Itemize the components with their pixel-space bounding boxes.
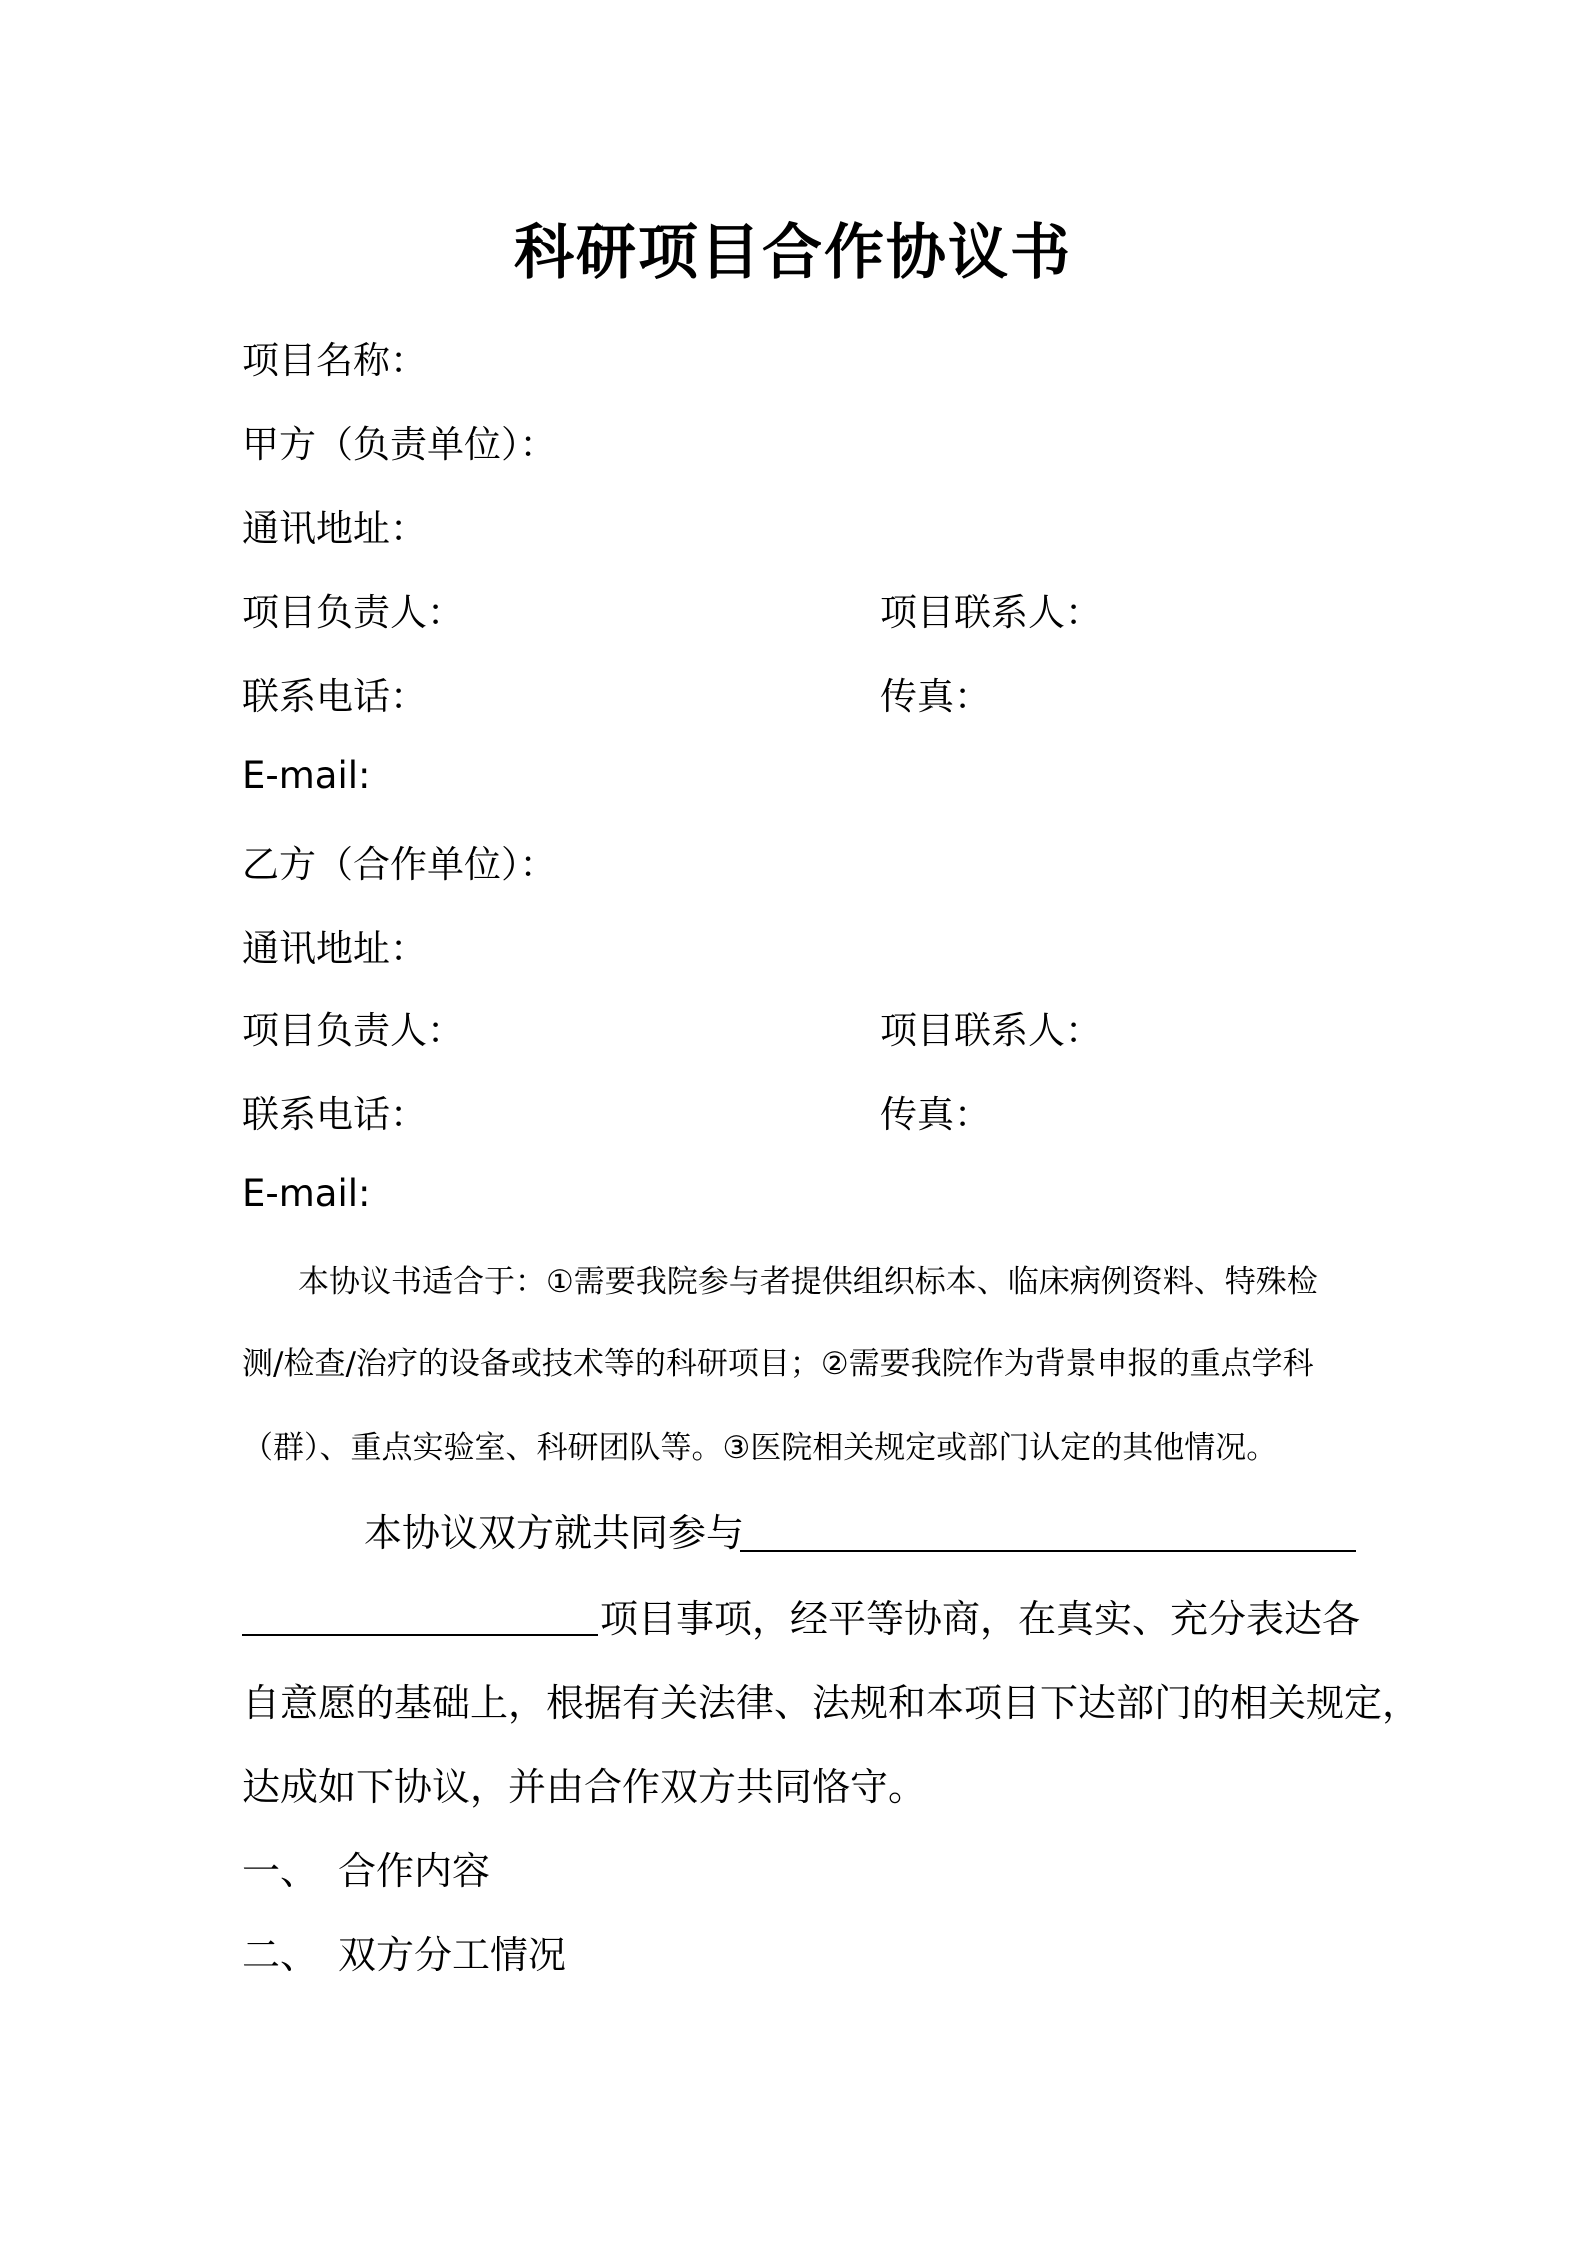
- party-b-contact-label: 项目联系人：: [880, 1009, 1102, 1052]
- section-label: 合作内容: [338, 1849, 491, 1893]
- section-cooperation-content: [242, 1840, 490, 1895]
- section-division-of-work: [242, 1924, 566, 1979]
- project-name-blank-continued: [242, 1634, 598, 1636]
- applicability-line-3: （群）、重点实验室、科研团队等。③医院相关规定或部门认定的其他情况。: [242, 1430, 1278, 1466]
- agreement-line-4: 达成如下协议，并由合作双方共同恪守。: [242, 1765, 927, 1809]
- party-b-leader-label: 项目负责人：: [242, 1009, 464, 1052]
- project-name-label: 项目名称：: [242, 339, 427, 382]
- party-b-email-label: E-mail:: [242, 1172, 371, 1215]
- party-a-contact-label: 项目联系人：: [880, 591, 1102, 634]
- agreement-line-1: 本协议双方就共同参与: [364, 1511, 745, 1555]
- applicability-line-2: 测/检查/治疗的设备或技术等的科研项目；②需要我院作为背景申报的重点学科: [242, 1346, 1314, 1382]
- applicability-line-1: 本协议书适合于：①需要我院参与者提供组织标本、临床病例资料、特殊检: [298, 1264, 1318, 1300]
- party-a-email-label: E-mail:: [242, 754, 371, 797]
- party-a-heading: 甲方（负责单位）：: [242, 423, 557, 466]
- party-a-phone-label: 联系电话：: [242, 675, 427, 718]
- party-b-heading: 乙方（合作单位）：: [242, 843, 557, 886]
- party-a-address-label: 通讯地址：: [242, 507, 427, 550]
- party-b-phone-label: 联系电话：: [242, 1093, 427, 1136]
- document-title: 科研项目合作协议书: [514, 218, 1072, 288]
- party-b-fax-label: 传真：: [880, 1093, 991, 1136]
- section-number: 二、: [242, 1933, 319, 1977]
- party-a-leader-label: 项目负责人：: [242, 591, 464, 634]
- party-a-fax-label: 传真：: [880, 675, 991, 718]
- agreement-line-2: 项目事项，经平等协商，在真实、充分表达各: [600, 1597, 1361, 1641]
- section-label: 双方分工情况: [338, 1933, 567, 1977]
- agreement-line-3: 自意愿的基础上，根据有关法律、法规和本项目下达部门的相关规定，: [242, 1681, 1421, 1725]
- section-number: 一、: [242, 1849, 319, 1893]
- project-name-blank: [740, 1550, 1356, 1552]
- party-b-address-label: 通讯地址：: [242, 927, 427, 970]
